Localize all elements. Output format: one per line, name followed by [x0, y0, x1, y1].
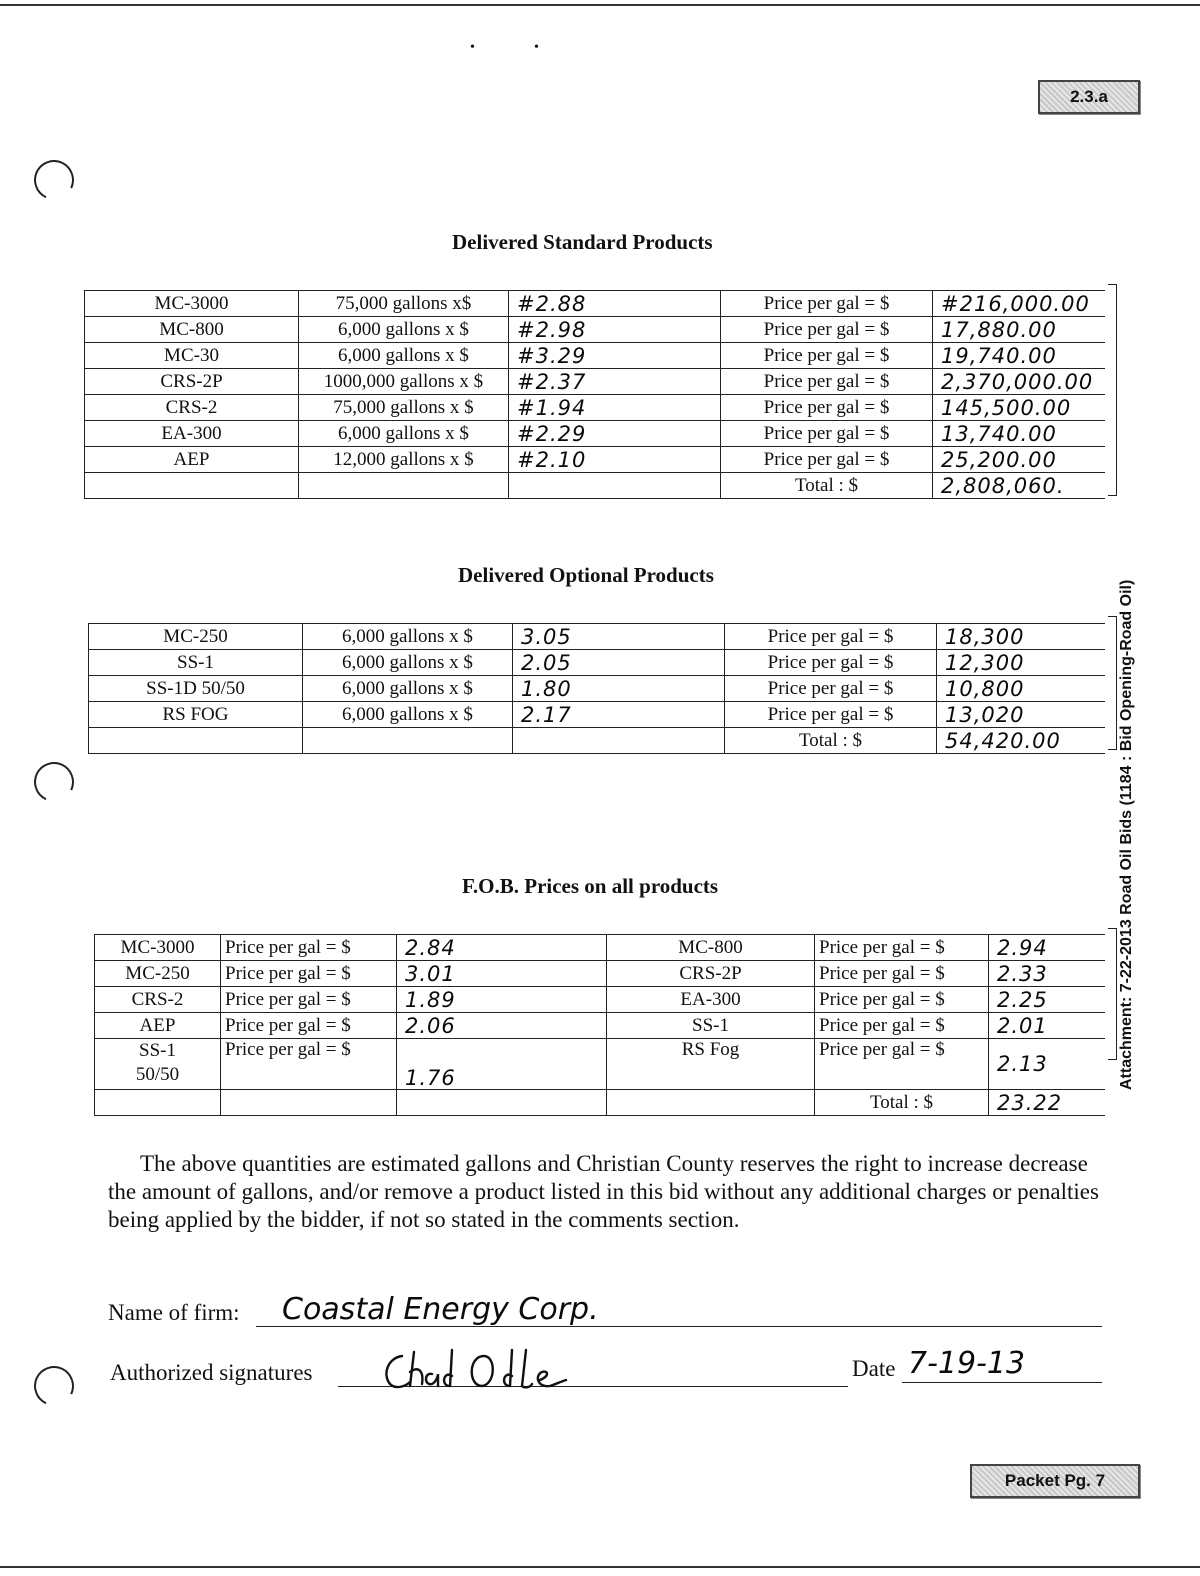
packet-page-stamp: Packet Pg. 7: [970, 1464, 1140, 1498]
standard-products-title: Delivered Standard Products: [452, 230, 713, 254]
product-name-cell: SS-1: [607, 1013, 815, 1039]
punch-hole-mark: [28, 756, 79, 807]
table-row: [89, 624, 1105, 650]
product-name-cell: RS Fog: [607, 1039, 815, 1090]
extended-amount-cell: 17,880.00: [933, 317, 1105, 343]
extended-amount-cell: 12,300: [937, 650, 1105, 676]
total-row: [89, 728, 1105, 754]
product-name-cell: CRS-2P: [85, 369, 299, 395]
empty-cell: [303, 728, 513, 754]
fob-price-cell: 2.25: [989, 987, 1105, 1013]
optional-products-table: [88, 623, 1105, 754]
attachment-side-label: Attachment: 7-22-2013 Road Oil Bids (1184 : Bid Opening-Road Oil): [1118, 579, 1135, 1090]
optional-products-title: Delivered Optional Products: [458, 563, 714, 587]
table-row: [89, 650, 1105, 676]
date-value: 7-19-13: [908, 1346, 1026, 1381]
total-value-cell: 23.22: [989, 1090, 1105, 1116]
price-per-gal-label-cell: Price per gal = $: [221, 961, 397, 987]
unit-price-cell: 2.17: [513, 702, 725, 728]
unit-price-cell: #2.98: [509, 317, 721, 343]
product-name-cell: CRS-2P: [607, 961, 815, 987]
table-row: [85, 343, 1105, 369]
product-name-cell: CRS-2: [95, 987, 221, 1013]
table-row: [89, 702, 1105, 728]
empty-cell: [397, 1090, 607, 1116]
product-name-cell: MC-800: [607, 935, 815, 961]
date-label: Date: [852, 1356, 896, 1381]
price-per-gal-label-cell: Price per gal = $: [721, 447, 933, 473]
table-row: [85, 421, 1105, 447]
scan-speck: •: [470, 40, 475, 55]
product-name-cell: MC-250: [95, 961, 221, 987]
extended-amount-cell: 25,200.00: [933, 447, 1105, 473]
fob-price-cell: 2.06: [397, 1013, 607, 1039]
quantity-cell: 6,000 gallons x $: [299, 343, 509, 369]
extended-amount-cell: 18,300: [937, 624, 1105, 650]
product-name-cell: MC-30: [85, 343, 299, 369]
product-name-cell: EA-300: [607, 987, 815, 1013]
table-row: [85, 317, 1105, 343]
table-row: [95, 1039, 1105, 1090]
price-per-gal-label-cell: Price per gal = $: [815, 987, 989, 1013]
price-per-gal-label-cell: Price per gal = $: [221, 1013, 397, 1039]
total-row: [95, 1090, 1105, 1116]
price-per-gal-label-cell: Price per gal = $: [221, 987, 397, 1013]
agenda-item-stamp: 2.3.a: [1038, 80, 1140, 114]
price-per-gal-label-cell: Price per gal = $: [221, 935, 397, 961]
extended-amount-cell: #216,000.00: [933, 291, 1105, 317]
total-label-cell: Total : $: [721, 473, 933, 499]
table-row: [95, 987, 1105, 1013]
product-name-line: SS-1: [139, 1040, 176, 1061]
quantity-cell: 75,000 gallons x$: [299, 291, 509, 317]
product-name-cell: CRS-2: [85, 395, 299, 421]
product-name-cell: SS-1D 50/50: [89, 676, 303, 702]
fob-price-cell: 3.01: [397, 961, 607, 987]
unit-price-cell: 3.05: [513, 624, 725, 650]
price-per-gal-label-cell: Price per gal = $: [721, 291, 933, 317]
table-row: [95, 961, 1105, 987]
price-per-gal-label-cell: Price per gal = $: [815, 1039, 989, 1090]
total-row: [85, 473, 1105, 499]
table-row: [85, 447, 1105, 473]
empty-cell: [513, 728, 725, 754]
total-label-cell: Total : $: [725, 728, 937, 754]
table-row: [85, 291, 1105, 317]
price-per-gal-label-cell: Price per gal = $: [725, 650, 937, 676]
empty-cell: [509, 473, 721, 499]
product-name-line: 50/50: [135, 1064, 180, 1085]
empty-cell: [95, 1090, 221, 1116]
unit-price-cell: #2.37: [509, 369, 721, 395]
unit-price-cell: 2.05: [513, 650, 725, 676]
extended-amount-cell: 10,800: [937, 676, 1105, 702]
total-value-cell: 54,420.00: [937, 728, 1105, 754]
empty-cell: [89, 728, 303, 754]
quantity-cell: 6,000 gallons x $: [303, 676, 513, 702]
price-per-gal-label-cell: Price per gal = $: [725, 676, 937, 702]
scan-speck: •: [534, 40, 539, 55]
product-name-cell: AEP: [85, 447, 299, 473]
margin-bracket: [1108, 284, 1117, 496]
margin-bracket: [1108, 616, 1117, 750]
product-name-cell: AEP: [95, 1013, 221, 1039]
price-per-gal-label-cell: Price per gal = $: [815, 961, 989, 987]
table-row: [89, 676, 1105, 702]
quantity-cell: 6,000 gallons x $: [303, 702, 513, 728]
date-line: [902, 1382, 1102, 1383]
extended-amount-cell: 13,020: [937, 702, 1105, 728]
firm-name-label: Name of firm:: [108, 1300, 240, 1325]
top-border-line: [0, 4, 1200, 6]
price-per-gal-label-cell: Price per gal = $: [221, 1039, 397, 1090]
price-per-gal-label-cell: Price per gal = $: [725, 702, 937, 728]
empty-cell: [85, 473, 299, 499]
unit-price-cell: #2.10: [509, 447, 721, 473]
total-value-cell: 2,808,060.: [933, 473, 1105, 499]
punch-hole-mark: [28, 154, 79, 205]
price-per-gal-label-cell: Price per gal = $: [721, 395, 933, 421]
empty-cell: [221, 1090, 397, 1116]
empty-cell: [299, 473, 509, 499]
price-per-gal-label-cell: Price per gal = $: [815, 1013, 989, 1039]
fob-price-cell: 1.89: [397, 987, 607, 1013]
authorized-signatures-label: Authorized signatures: [110, 1360, 313, 1385]
table-row: [85, 369, 1105, 395]
fob-price-cell: 2.33: [989, 961, 1105, 987]
empty-cell: [607, 1090, 815, 1116]
price-per-gal-label-cell: Price per gal = $: [725, 624, 937, 650]
fob-price-cell: 2.84: [397, 935, 607, 961]
total-label-cell: Total : $: [815, 1090, 989, 1116]
product-name-cell: MC-3000: [95, 935, 221, 961]
price-per-gal-label-cell: Price per gal = $: [815, 935, 989, 961]
quantity-cell: 6,000 gallons x $: [303, 624, 513, 650]
quantity-cell: 75,000 gallons x $: [299, 395, 509, 421]
unit-price-cell: #2.29: [509, 421, 721, 447]
bid-terms-note: The above quantities are estimated gallons and Christian County reserves the right to increase decrease the amount of gallons, and/or remove a product listed in this bid without any additional charges or penalties being applied by the bidder, if not so stated in the comments section.: [108, 1151, 1099, 1232]
table-row: [85, 395, 1105, 421]
product-name-cell: EA-300: [85, 421, 299, 447]
table-row: [95, 935, 1105, 961]
fob-prices-table: [94, 934, 1105, 1116]
product-name-cell: MC-250: [89, 624, 303, 650]
fob-price-cell: 2.94: [989, 935, 1105, 961]
price-per-gal-label-cell: Price per gal = $: [721, 369, 933, 395]
quantity-cell: 12,000 gallons x $: [299, 447, 509, 473]
unit-price-cell: #3.29: [509, 343, 721, 369]
punch-hole-mark: [28, 1360, 79, 1411]
product-name-cell: MC-3000: [85, 291, 299, 317]
price-per-gal-label-cell: Price per gal = $: [721, 343, 933, 369]
product-name-cell: RS FOG: [89, 702, 303, 728]
product-name-cell: [95, 1039, 221, 1090]
handwritten-signature: [380, 1346, 570, 1394]
fob-price-cell: 1.76: [397, 1039, 607, 1090]
unit-price-cell: #1.94: [509, 395, 721, 421]
quantity-cell: 6,000 gallons x $: [299, 421, 509, 447]
unit-price-cell: 1.80: [513, 676, 725, 702]
margin-bracket: [1108, 928, 1117, 1060]
product-name-cell: SS-1: [89, 650, 303, 676]
unit-price-cell: #2.88: [509, 291, 721, 317]
product-name-cell: MC-800: [85, 317, 299, 343]
quantity-cell: 1000,000 gallons x $: [299, 369, 509, 395]
quantity-cell: 6,000 gallons x $: [303, 650, 513, 676]
bottom-border-line: [0, 1566, 1200, 1568]
extended-amount-cell: 2,370,000.00: [933, 369, 1105, 395]
quantity-cell: 6,000 gallons x $: [299, 317, 509, 343]
extended-amount-cell: 19,740.00: [933, 343, 1105, 369]
table-row: [95, 1013, 1105, 1039]
extended-amount-cell: 145,500.00: [933, 395, 1105, 421]
fob-price-cell: 2.01: [989, 1013, 1105, 1039]
price-per-gal-label-cell: Price per gal = $: [721, 317, 933, 343]
firm-name-value: Coastal Energy Corp.: [282, 1292, 599, 1327]
extended-amount-cell: 13,740.00: [933, 421, 1105, 447]
fob-price-cell: 2.13: [989, 1039, 1105, 1090]
price-per-gal-label-cell: Price per gal = $: [721, 421, 933, 447]
fob-prices-title: F.O.B. Prices on all products: [462, 874, 719, 898]
standard-products-table: [84, 290, 1105, 499]
